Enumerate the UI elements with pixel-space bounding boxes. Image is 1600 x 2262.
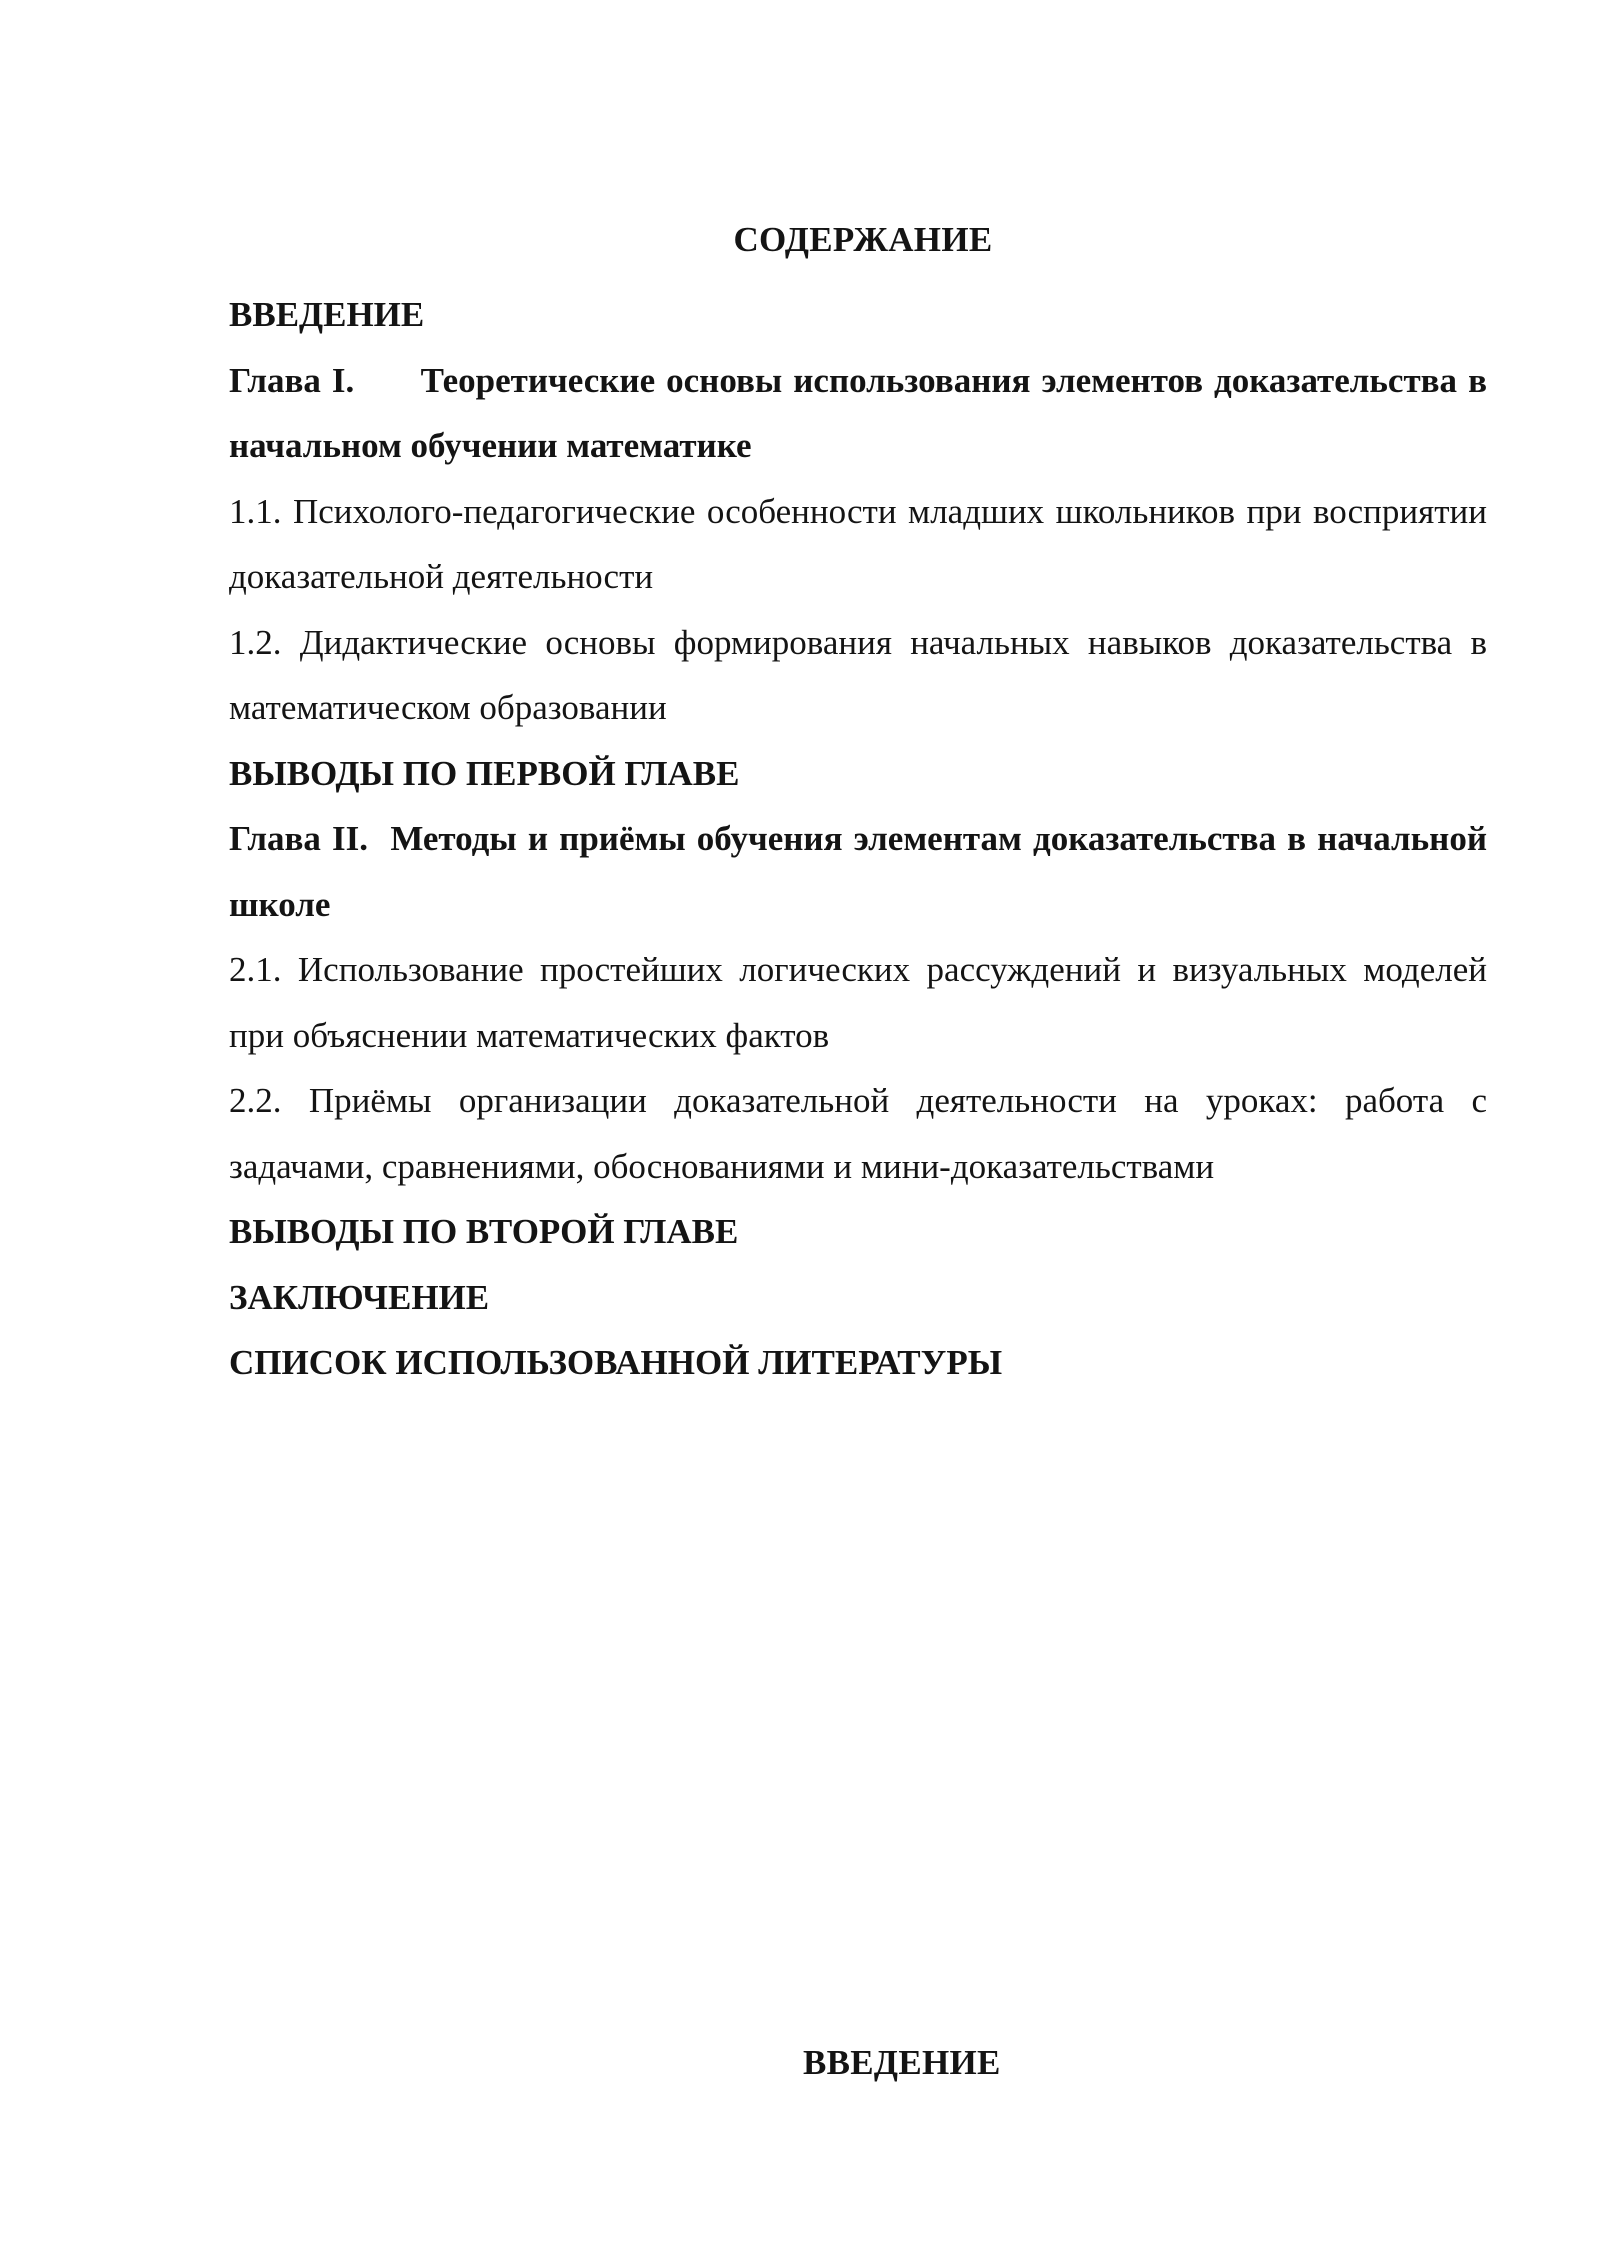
- toc-entry-chapter-2: Глава II. Методы и приёмы обучения элементам доказательства в начальной школе: [229, 819, 1487, 924]
- toc-entry-references: СПИСОК ИСПОЛЬЗОВАННОЙ ЛИТЕРАТУРЫ: [229, 1343, 1003, 1382]
- toc-entry-section-2-1: 2.1. Использование простейших логических рассуждений и визуальных моделей при объяснении математических фактов: [229, 950, 1487, 1055]
- table-of-contents: [229, 282, 1487, 1396]
- toc-entry-chapter-1: Глава I. Теоретические основы использования элементов доказательства в начальном обучении математике: [229, 360, 1487, 465]
- toc-entry-section-1-1: 1.1. Психолого-педагогические особенности младших школьников при восприятии доказательной деятельности: [229, 491, 1487, 596]
- toc-entry-chapter-2-conclusions: ВЫВОДЫ ПО ВТОРОЙ ГЛАВЕ: [229, 1212, 739, 1251]
- introduction-heading: ВВЕДЕНИЕ: [803, 2043, 1001, 2082]
- toc-entry-section-2-2: 2.2. Приёмы организации доказательной деятельности на уроках: работа с задачами, сравнениями, обоснованиями и мини-доказательствами: [229, 1081, 1487, 1186]
- toc-entry-chapter-1-conclusions: ВЫВОДЫ ПО ПЕРВОЙ ГЛАВЕ: [229, 753, 740, 793]
- toc-entry-introduction: ВВЕДЕНИЕ: [229, 295, 425, 334]
- toc-title: СОДЕРЖАНИЕ: [733, 220, 993, 259]
- toc-entry-section-1-2: 1.2. Дидактические основы формирования начальных навыков доказательства в математическом образовании: [229, 622, 1487, 727]
- toc-entry-conclusion: ЗАКЛЮЧЕНИЕ: [229, 1277, 490, 1317]
